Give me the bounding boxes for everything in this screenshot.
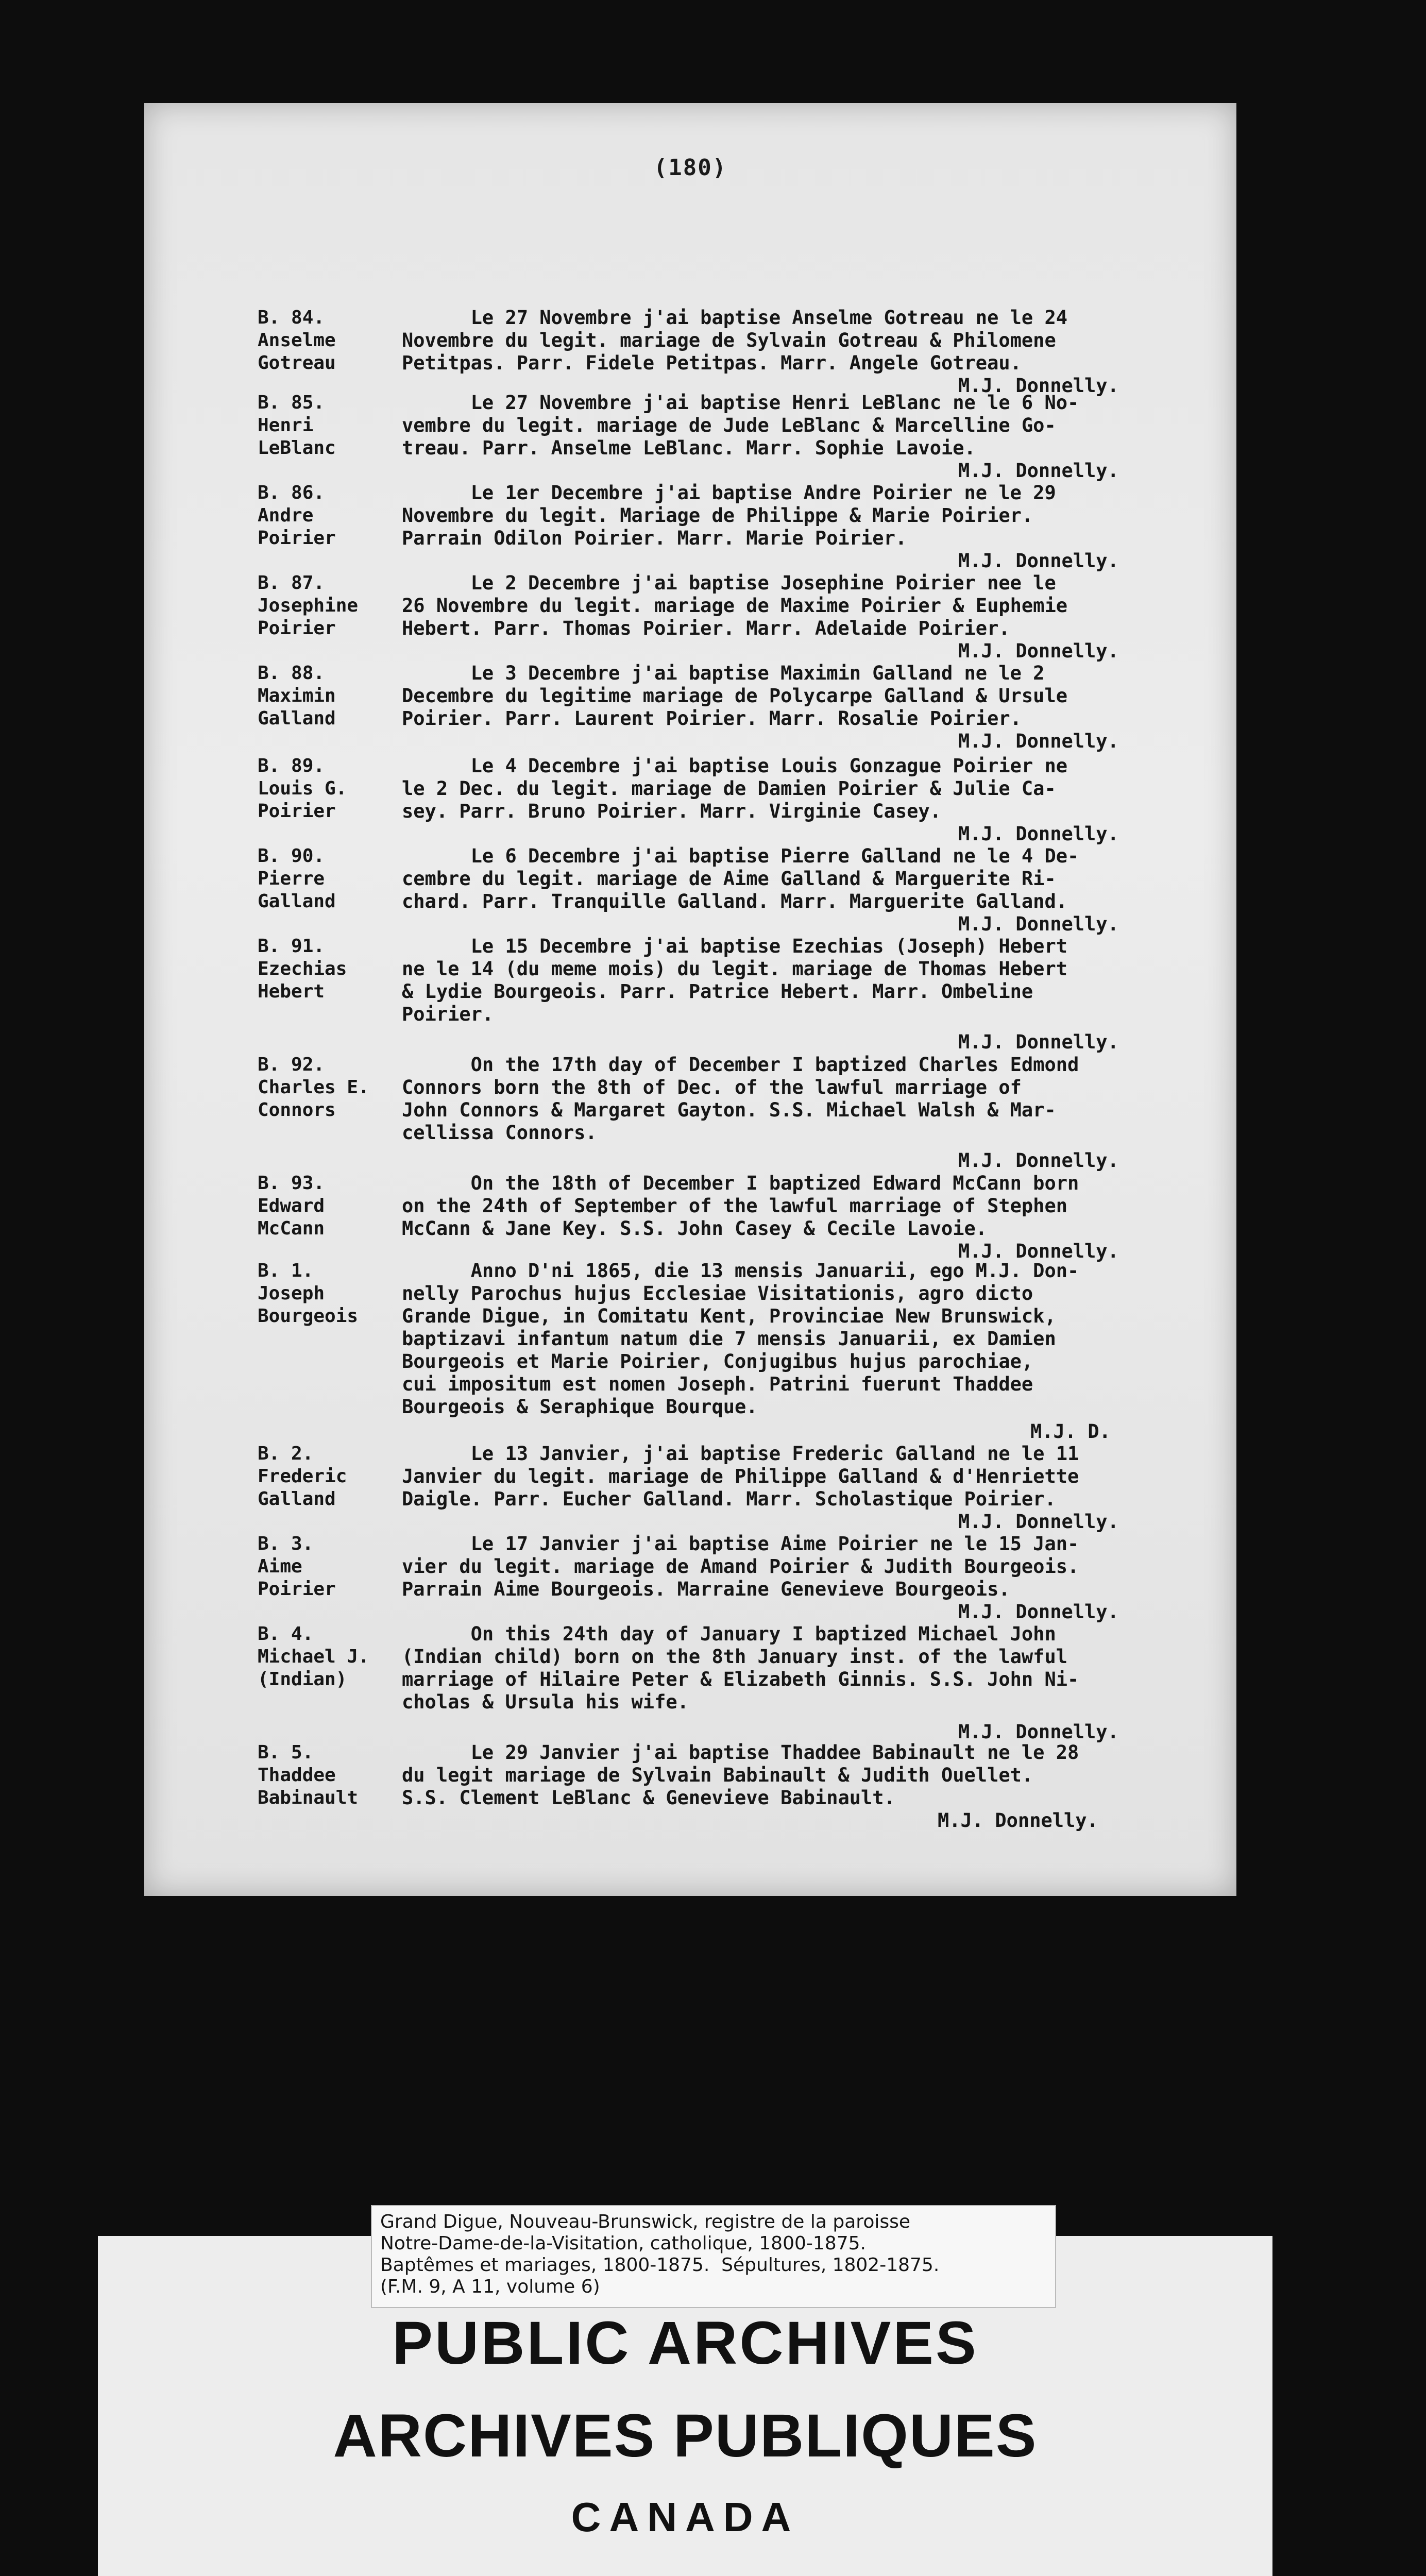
signature: M.J. D. — [1030, 1420, 1111, 1443]
margin-note: B. 88. Maximin Galland — [258, 663, 336, 729]
signature: M.J. Donnelly. — [958, 460, 1119, 482]
canada-heading: CANADA — [571, 2494, 800, 2540]
margin-note: B. 85. Henri LeBlanc — [258, 392, 336, 459]
signature: M.J. Donnelly. — [958, 1240, 1119, 1262]
signature: M.J. Donnelly. — [958, 730, 1119, 752]
archives-publiques-heading: ARCHIVES PUBLIQUES — [333, 2402, 1038, 2470]
margin-note: B. 89. Louis G. Poirier — [258, 755, 347, 822]
signature: M.J. Donnelly. — [958, 1511, 1119, 1533]
entry-text: Le 6 Decembre j'ai baptise Pierre Galland ne le 4 De- cembre du legit. mariage de Aime Galland & Marguerite Ri- chard. Parr. Tranquille Galland. Marr. Marguerite Galland. — [402, 845, 1079, 912]
margin-note: B. 92. Charles E. Connors — [258, 1054, 369, 1121]
signature: M.J. Donnelly. — [958, 1149, 1119, 1172]
signature: M.J. Donnelly. — [958, 913, 1119, 935]
margin-note: B. 87. Josephine Poirier — [258, 572, 359, 639]
entry-text: Le 13 Janvier, j'ai baptise Frederic Galland ne le 11 Janvier du legit. mariage de Philippe Galland & d'Henriette Daigle. Parr. Eucher Galland. Marr. Scholastique Poirier. — [402, 1443, 1079, 1510]
entry-text: On this 24th day of January I baptized Michael John (Indian child) born on the 8th January inst. of the lawful marriage of Hilaire Peter & Elizabeth Ginnis. S.S. John Ni- cholas & Ursula his wife. — [402, 1623, 1079, 1713]
margin-note: B. 86. Andre Poirier — [258, 482, 336, 549]
entry-text: On the 17th day of December I baptized Charles Edmond Connors born the 8th of Dec. of the lawful marriage of John Connors & Margaret Gayton. S.S. Michael Walsh & Mar- cellissa Connors. — [402, 1054, 1079, 1144]
entry-text: Le 4 Decembre j'ai baptise Louis Gonzague Poirier ne le 2 Dec. du legit. mariage de Damien Poirier & Julie Ca- sey. Parr. Bruno Poirier. Marr. Virginie Casey. — [402, 755, 1068, 822]
margin-note: B. 90. Pierre Galland — [258, 845, 336, 912]
signature: M.J. Donnelly. — [958, 823, 1119, 845]
margin-note: B. 2. Frederic Galland — [258, 1443, 347, 1510]
margin-note: B. 1. Joseph Bourgeois — [258, 1260, 359, 1327]
entry-text: Le 1er Decembre j'ai baptise Andre Poirier ne le 29 Novembre du legit. Mariage de Philippe & Marie Poirier. Parrain Odilon Poirier. Marr. Marie Poirier. — [402, 482, 1056, 549]
margin-note: B. 3. Aime Poirier — [258, 1533, 336, 1600]
signature: M.J. Donnelly. — [958, 640, 1119, 662]
margin-note: B. 91. Ezechias Hebert — [258, 936, 347, 1002]
margin-note: B. 4. Michael J. (Indian) — [258, 1623, 369, 1690]
public-archives-heading: PUBLIC ARCHIVES — [392, 2309, 978, 2377]
entry-text: Anno D'ni 1865, die 13 mensis Januarii, ego M.J. Don- nelly Parochus hujus Ecclesiae Visitationis, agro dicto Grande Digue, in Comitatu Kent, Provinciae New Brunswick, baptizavi infantum natum die 7 mensis Januarii, ex Damien Bourgeois et Marie Poirier, Conjugibus hujus parochiae, cui impositum est nomen Joseph. Patrini fuerunt Thaddee Bourgeois & Seraphique Bourque. — [402, 1260, 1079, 1418]
entry-text: On the 18th of December I baptized Edward McCann born on the 24th of September of the lawful marriage of Stephen McCann & Jane Key. S.S. John Casey & Cecile Lavoie. — [402, 1172, 1079, 1240]
margin-note: B. 5. Thaddee Babinault — [258, 1742, 359, 1808]
entry-text: Le 27 Novembre j'ai baptise Anselme Gotreau ne le 24 Novembre du legit. mariage de Sylvain Gotreau & Philomene Petitpas. Parr. Fidele Petitpas. Marr. Angele Gotreau. — [402, 307, 1068, 374]
entry-text: Le 27 Novembre j'ai baptise Henri LeBlanc ne le 6 No- vembre du legit. mariage de Jude LeBlanc & Marcelline Go- treau. Parr. Anselme LeBlanc. Marr. Sophie Lavoie. — [402, 392, 1079, 459]
signature: M.J. Donnelly. — [958, 1031, 1119, 1053]
entry-text: Le 3 Decembre j'ai baptise Maximin Galland ne le 2 Decembre du legitime mariage de Polycarpe Galland & Ursule Poirier. Parr. Laurent Poirier. Marr. Rosalie Poirier. — [402, 662, 1068, 730]
page-number: (180) — [653, 155, 727, 181]
entry-text: Le 17 Janvier j'ai baptise Aime Poirier ne le 15 Jan- vier du legit. mariage de Amand Poirier & Judith Bourgeois. Parrain Aime Bourgeois. Marraine Genevieve Bourgeois. — [402, 1533, 1079, 1600]
entry-text: Le 2 Decembre j'ai baptise Josephine Poirier nee le 26 Novembre du legit. mariage de Maxime Poirier & Euphemie Hebert. Parr. Thomas Poirier. Marr. Adelaide Poirier. — [402, 572, 1068, 639]
entry-text: Le 29 Janvier j'ai baptise Thaddee Babinault ne le 28 du legit mariage de Sylvain Babinault & Judith Ouellet. S.S. Clement LeBlanc & Genevieve Babinault. — [402, 1741, 1079, 1809]
margin-note: B. 84. Anselme Gotreau — [258, 307, 336, 374]
signature: M.J. Donnelly. — [938, 1809, 1098, 1832]
signature: M.J. Donnelly. — [958, 375, 1119, 397]
signature: M.J. Donnelly. — [958, 1601, 1119, 1623]
register-label-slip: Grand Digue, Nouveau-Brunswick, registre de la paroisse Notre-Dame-de-la-Visitation, catholique, 1800-1875. Baptêmes et mariages, 1800-1875. Sépultures, 1802-1875. (F.M. 9, A 11, volume 6) — [371, 2205, 1056, 2308]
margin-note: B. 93. Edward McCann — [258, 1173, 325, 1239]
entry-text: Le 15 Decembre j'ai baptise Ezechias (Joseph) Hebert ne le 14 (du meme mois) du legit. mariage de Thomas Hebert & Lydie Bourgeois. Parr. Patrice Hebert. Marr. Ombeline Poirier. — [402, 935, 1068, 1025]
signature: M.J. Donnelly. — [958, 550, 1119, 572]
signature: M.J. Donnelly. — [958, 1721, 1119, 1743]
register-page — [144, 103, 1236, 1896]
